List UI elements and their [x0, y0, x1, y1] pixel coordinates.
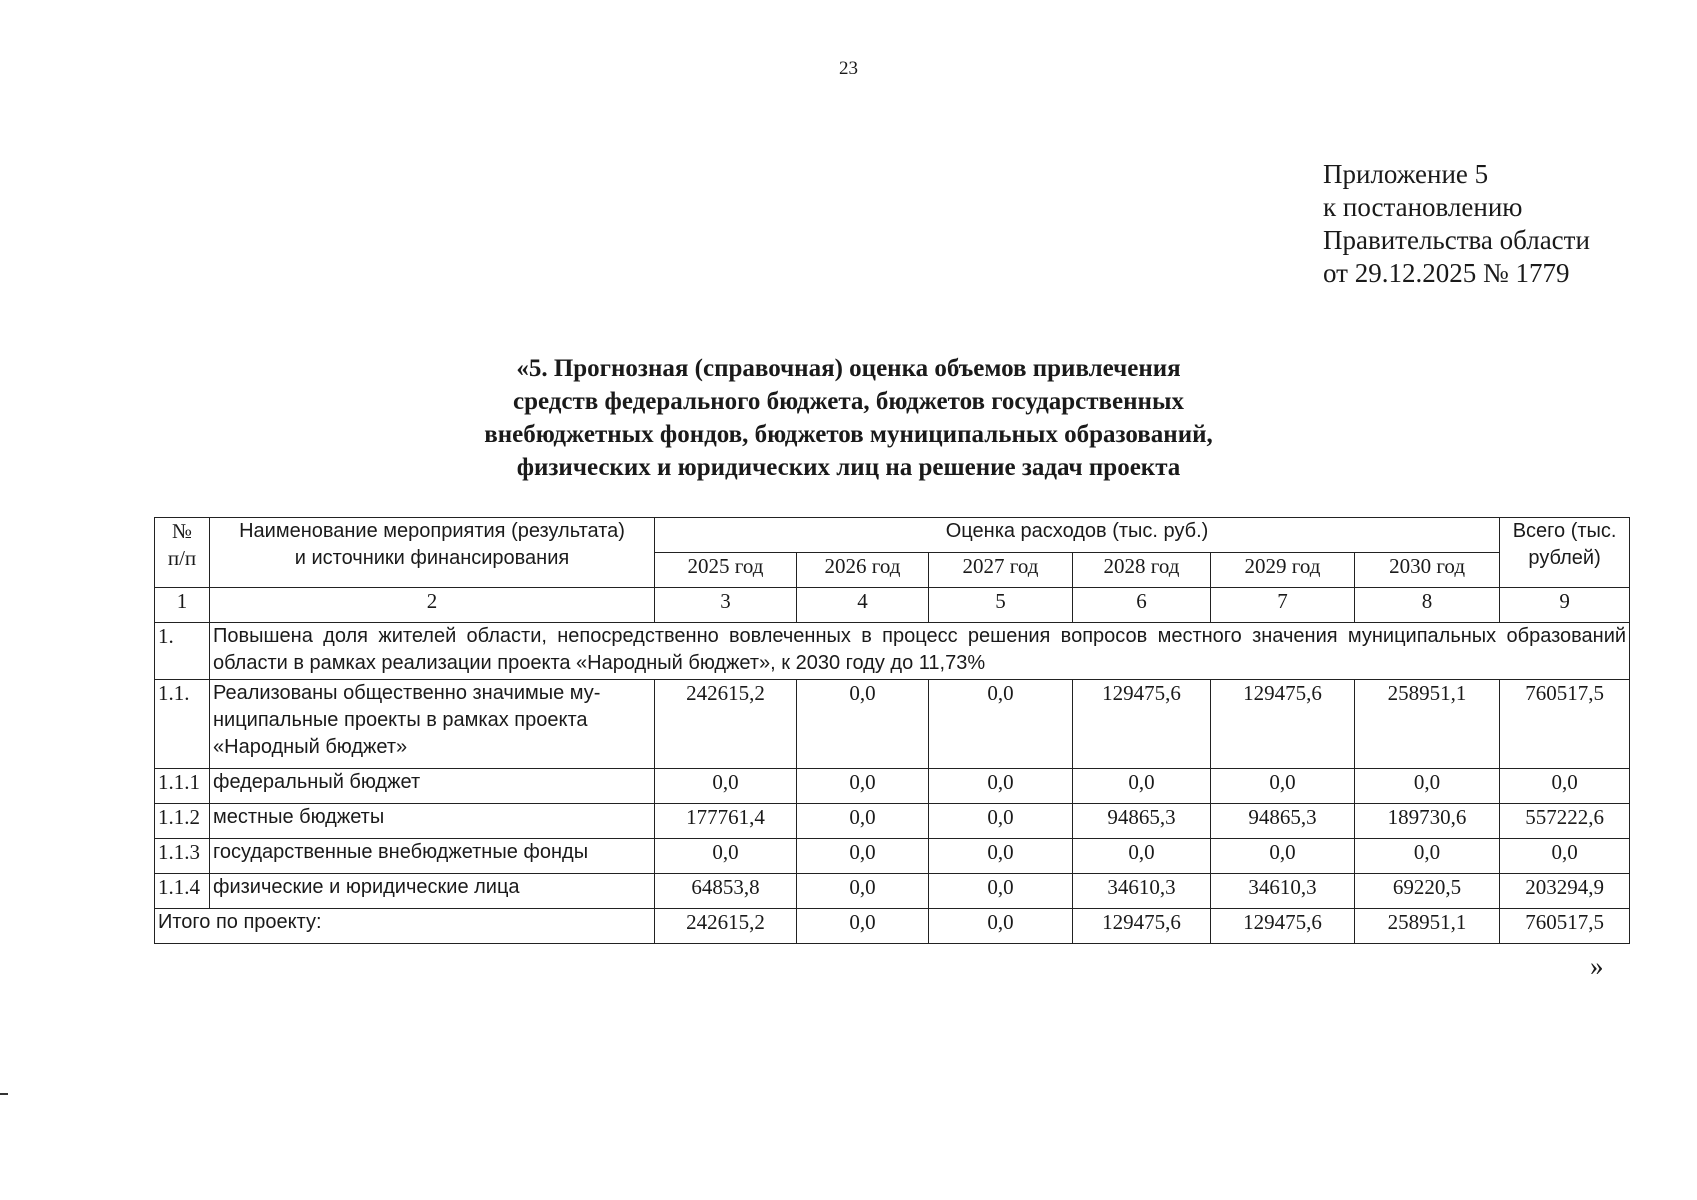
goal-number: 1.	[155, 623, 210, 680]
row-name: государственные внебюджетные фонды	[210, 839, 655, 874]
value-cell: 69220,5	[1355, 874, 1500, 909]
total-label: Итого по проекту:	[155, 909, 655, 944]
appendix-line: Приложение 5	[1323, 159, 1489, 189]
total-value-cell: 760517,5	[1500, 909, 1630, 944]
title-line: «5. Прогнозная (справочная) оценка объемов привлечения	[516, 355, 1181, 382]
row-number: 1.1.3	[155, 839, 210, 874]
value-cell: 0,0	[929, 804, 1073, 839]
row-name: физические и юридические лица	[210, 874, 655, 909]
header-year: 2028 год	[1073, 553, 1211, 588]
value-cell: 0,0	[797, 804, 929, 839]
value-cell: 0,0	[1073, 769, 1211, 804]
header-total-line2: рублей)	[1528, 547, 1601, 569]
scan-edge-mark	[0, 1093, 8, 1095]
value-cell: 258951,1	[1355, 909, 1500, 944]
value-cell: 129475,6	[1211, 680, 1355, 769]
column-number: 3	[655, 588, 797, 623]
total-value-cell: 760517,5	[1500, 680, 1630, 769]
value-cell: 34610,3	[1211, 874, 1355, 909]
column-number: 5	[929, 588, 1073, 623]
value-cell: 0,0	[929, 680, 1073, 769]
result-name-line: ниципальные проекты в рамках проекта	[213, 709, 588, 731]
document-title	[0, 352, 1697, 484]
row-number: 1.1.2	[155, 804, 210, 839]
value-cell: 0,0	[797, 769, 929, 804]
header-total-line1: Всего (тыс.	[1512, 520, 1617, 542]
header-year: 2029 год	[1211, 553, 1355, 588]
header-year: 2030 год	[1355, 553, 1500, 588]
value-cell: 0,0	[1211, 839, 1355, 874]
value-cell: 34610,3	[1073, 874, 1211, 909]
header-name-line1: Наименование мероприятия (результата)	[239, 520, 625, 542]
value-cell: 0,0	[797, 680, 929, 769]
title-line: внебюджетных фондов, бюджетов муниципальных образований,	[484, 421, 1213, 448]
result-name	[210, 680, 655, 769]
total-value-cell: 0,0	[1500, 769, 1630, 804]
column-number: 2	[210, 588, 655, 623]
value-cell: 242615,2	[655, 909, 797, 944]
header-name-cell	[210, 518, 655, 588]
title-line: физических и юридических лиц на решение задач проекта	[516, 454, 1181, 481]
table-row	[155, 769, 1630, 804]
header-year: 2026 год	[797, 553, 929, 588]
header-number-line2: п/п	[167, 546, 197, 570]
row-number: 1.1.	[155, 680, 210, 769]
header-year: 2027 год	[929, 553, 1073, 588]
appendix-line: Правительства области	[1323, 225, 1590, 255]
value-cell: 129475,6	[1211, 909, 1355, 944]
column-numbers-row	[155, 588, 1630, 623]
table-row	[155, 804, 1630, 839]
header-number-cell	[155, 518, 210, 588]
goal-row	[155, 623, 1630, 680]
row-name: федеральный бюджет	[210, 769, 655, 804]
column-number: 7	[1211, 588, 1355, 623]
result-row	[155, 680, 1630, 769]
value-cell: 258951,1	[1355, 680, 1500, 769]
appendix-line: от 29.12.2025 № 1779	[1323, 258, 1570, 288]
total-row	[155, 909, 1630, 944]
appendix-line: к постановлению	[1323, 192, 1523, 222]
value-cell: 0,0	[1355, 839, 1500, 874]
budget-table	[154, 517, 1630, 944]
value-cell: 0,0	[797, 909, 929, 944]
column-number: 4	[797, 588, 929, 623]
appendix-reference	[1323, 158, 1590, 290]
value-cell: 0,0	[655, 769, 797, 804]
value-cell: 0,0	[655, 839, 797, 874]
value-cell: 0,0	[1073, 839, 1211, 874]
value-cell: 0,0	[929, 839, 1073, 874]
value-cell: 129475,6	[1073, 680, 1211, 769]
table-row	[155, 839, 1630, 874]
header-total-cell	[1500, 518, 1630, 588]
value-cell: 64853,8	[655, 874, 797, 909]
row-number: 1.1.4	[155, 874, 210, 909]
total-value-cell: 557222,6	[1500, 804, 1630, 839]
value-cell: 94865,3	[1073, 804, 1211, 839]
row-number: 1.1.1	[155, 769, 210, 804]
page-number: 23	[839, 58, 858, 79]
result-name-line: Реализованы общественно значимые му-	[213, 682, 601, 704]
value-cell: 242615,2	[655, 680, 797, 769]
column-number: 1	[155, 588, 210, 623]
value-cell: 189730,6	[1355, 804, 1500, 839]
column-number: 6	[1073, 588, 1211, 623]
value-cell: 0,0	[929, 909, 1073, 944]
column-number: 9	[1500, 588, 1630, 623]
value-cell: 177761,4	[655, 804, 797, 839]
header-expenses: Оценка расходов (тыс. руб.)	[655, 518, 1500, 553]
table-row	[155, 874, 1630, 909]
header-year: 2025 год	[655, 553, 797, 588]
total-value-cell: 203294,9	[1500, 874, 1630, 909]
header-number-line1: №	[171, 519, 193, 543]
row-name: местные бюджеты	[210, 804, 655, 839]
value-cell: 0,0	[1211, 769, 1355, 804]
value-cell: 94865,3	[1211, 804, 1355, 839]
value-cell: 0,0	[797, 874, 929, 909]
value-cell: 0,0	[929, 874, 1073, 909]
closing-quote: »	[1590, 951, 1604, 981]
value-cell: 0,0	[797, 839, 929, 874]
value-cell: 129475,6	[1073, 909, 1211, 944]
result-name-line: «Народный бюджет»	[213, 736, 408, 758]
column-number: 8	[1355, 588, 1500, 623]
value-cell: 0,0	[929, 769, 1073, 804]
header-name-line2: и источники финансирования	[294, 547, 570, 569]
value-cell: 0,0	[1355, 769, 1500, 804]
title-line: средств федерального бюджета, бюджетов государственных	[513, 388, 1184, 415]
total-value-cell: 0,0	[1500, 839, 1630, 874]
goal-text: Повышена доля жителей области, непосредственно вовлеченных в процесс решения вопросов местного значения муниципальных образований области в рамках реализации проекта «Народный бюджет», к 2030 году до 11,73%	[210, 623, 1630, 680]
